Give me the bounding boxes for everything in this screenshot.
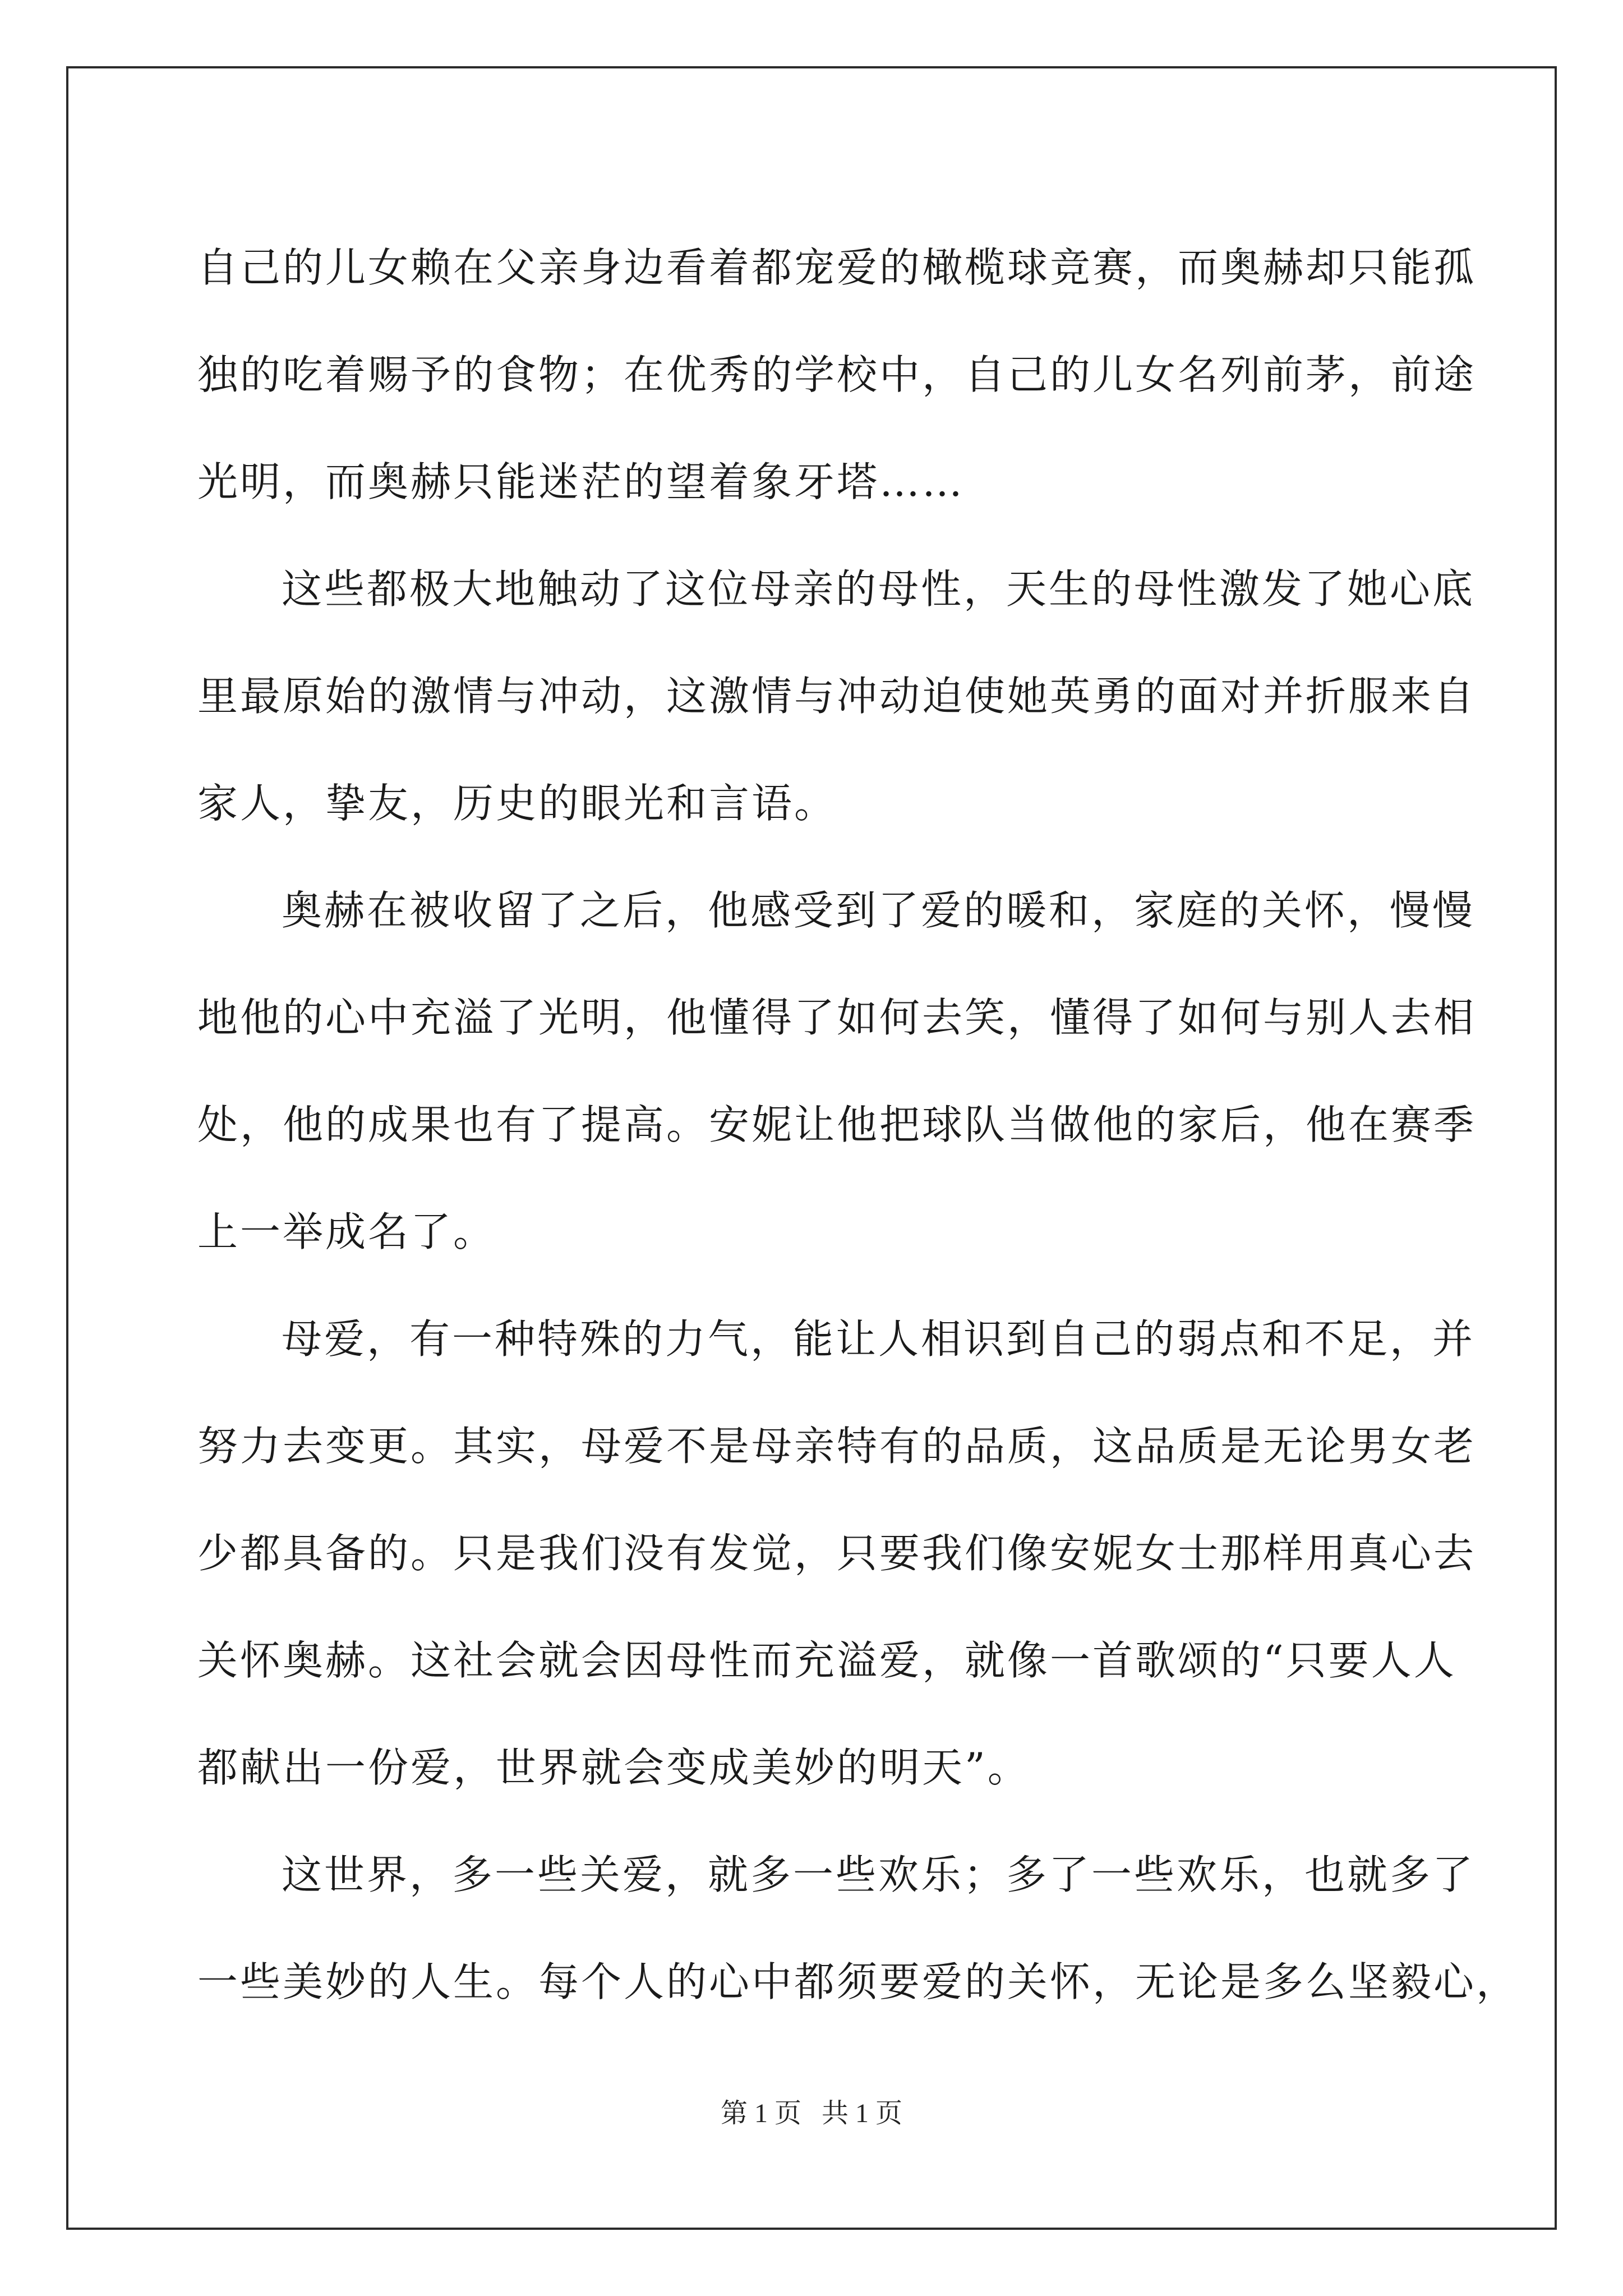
text-line: 自己的儿女赖在父亲身边看着都宠爱的橄榄球竞赛，而奥赫却只能孤 [197, 244, 1477, 291]
paragraph-4 [197, 1286, 1477, 1821]
paragraph-5 [197, 1821, 1519, 2036]
text-line: 都献出一份爱，世界就会变成美妙的明天”。 [197, 1744, 1030, 1791]
document-body [197, 214, 1519, 2036]
text-line: 努力去变更。其实，母爱不是母亲特有的品质，这品质是无论男女老 [197, 1423, 1477, 1470]
text-line: 处，他的成果也有了提高。安妮让他把球队当做他的家后，他在赛季 [197, 1101, 1477, 1148]
text-line: 光明，而奥赫只能迷茫的望着象牙塔…… [197, 458, 965, 505]
page-total: 共 1 页 [822, 2099, 903, 2128]
text-line: 奥赫在被收留了之后，他感受到了爱的暖和，家庭的关怀，慢慢 [282, 887, 1476, 934]
text-line: 里最原始的激情与冲动，这激情与冲动迫使她英勇的面对并折服来自 [197, 673, 1477, 720]
text-line: 母爱，有一种特殊的力气，能让人相识到自己的弱点和不足，并 [282, 1315, 1476, 1363]
page-number: 第 1 页 [720, 2099, 801, 2128]
paragraph-1 [197, 214, 1477, 536]
text-line: 关怀奥赫。这社会就会因母性而充溢爱，就像一首歌颂的“只要人人 [197, 1637, 1456, 1684]
text-line: 独的吃着赐予的食物；在优秀的学校中，自己的儿女名列前茅，前途 [197, 351, 1477, 398]
text-line: 地他的心中充溢了光明，他懂得了如何去笑，懂得了如何与别人去相 [197, 994, 1477, 1041]
text-line: 这些都极大地触动了这位母亲的母性，天生的母性激发了她心底 [282, 565, 1476, 613]
text-line: 少都具备的。只是我们没有发觉，只要我们像安妮女士那样用真心去 [197, 1530, 1477, 1577]
paragraph-2 [197, 536, 1477, 857]
text-line: 家人，挚友，历史的眼光和言语。 [197, 780, 837, 827]
paragraph-3 [197, 857, 1477, 1286]
text-line: 上一举成名了。 [197, 1208, 496, 1255]
text-line: 一些美妙的人生。每个人的心中都须要爱的关怀，无论是多么坚毅心， [197, 1958, 1519, 2005]
page-footer [0, 2091, 1623, 2130]
text-line: 这世界，多一些关爱，就多一些欢乐；多了一些欢乐，也就多了 [282, 1851, 1476, 1898]
